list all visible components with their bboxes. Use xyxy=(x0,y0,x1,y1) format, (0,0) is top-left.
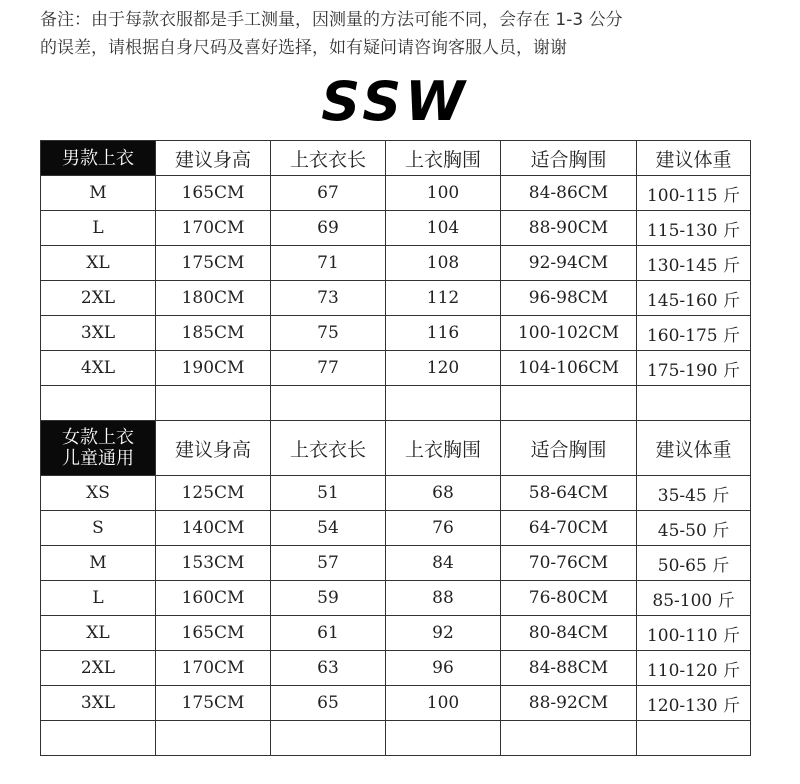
brand-logo: SSW xyxy=(321,70,469,133)
table-cell: 110-120 斤 xyxy=(637,651,751,686)
mens-section-label: 男款上衣 xyxy=(41,141,156,176)
womens-header-row xyxy=(41,421,751,476)
empty-cell xyxy=(386,721,501,756)
table-cell: 50-65 斤 xyxy=(637,546,751,581)
empty-cell xyxy=(41,386,156,421)
table-cell: 54 xyxy=(271,511,386,546)
table-cell: 88-90CM xyxy=(501,211,637,246)
size-label: 2XL xyxy=(41,281,156,316)
size-row xyxy=(41,281,751,316)
table-cell: 104-106CM xyxy=(501,351,637,386)
table-cell: 120-130 斤 xyxy=(637,686,751,721)
size-label: 3XL xyxy=(41,686,156,721)
column-header: 适合胸围 xyxy=(501,421,637,476)
size-row xyxy=(41,511,751,546)
table-cell: 85-100 斤 xyxy=(637,581,751,616)
column-header: 建议体重 xyxy=(637,421,751,476)
empty-cell xyxy=(41,721,156,756)
table-cell: 160CM xyxy=(156,581,271,616)
table-cell: 63 xyxy=(271,651,386,686)
table-cell: 67 xyxy=(271,176,386,211)
table-cell: 100-115 斤 xyxy=(637,176,751,211)
table-cell: 104 xyxy=(386,211,501,246)
table-cell: 69 xyxy=(271,211,386,246)
size-label: XL xyxy=(41,616,156,651)
size-label: M xyxy=(41,546,156,581)
table-cell: 175CM xyxy=(156,246,271,281)
table-cell: 100 xyxy=(386,176,501,211)
table-cell: 77 xyxy=(271,351,386,386)
table-cell: 130-145 斤 xyxy=(637,246,751,281)
column-header: 上衣衣长 xyxy=(271,421,386,476)
womens-section-label-line-2: 儿童通用 xyxy=(62,448,134,469)
table-cell: 58-64CM xyxy=(501,476,637,511)
mens-header-row xyxy=(41,141,751,176)
size-label: 2XL xyxy=(41,651,156,686)
table-cell: 76 xyxy=(386,511,501,546)
size-row xyxy=(41,686,751,721)
table-cell: 73 xyxy=(271,281,386,316)
table-cell: 145-160 斤 xyxy=(637,281,751,316)
empty-cell xyxy=(501,386,637,421)
table-cell: 125CM xyxy=(156,476,271,511)
empty-cell xyxy=(271,386,386,421)
table-cell: 92-94CM xyxy=(501,246,637,281)
womens-section-label-line-1: 女款上衣 xyxy=(62,427,134,448)
table-cell: 57 xyxy=(271,546,386,581)
size-label: M xyxy=(41,176,156,211)
column-header: 适合胸围 xyxy=(501,141,637,176)
table-cell: 175-190 斤 xyxy=(637,351,751,386)
table-cell: 170CM xyxy=(156,211,271,246)
size-row xyxy=(41,581,751,616)
empty-cell xyxy=(156,386,271,421)
table-cell: 190CM xyxy=(156,351,271,386)
size-row xyxy=(41,546,751,581)
size-label: L xyxy=(41,581,156,616)
table-cell: 45-50 斤 xyxy=(637,511,751,546)
table-cell: 68 xyxy=(386,476,501,511)
table-cell: 96-98CM xyxy=(501,281,637,316)
table-cell: 160-175 斤 xyxy=(637,316,751,351)
table-cell: 116 xyxy=(386,316,501,351)
size-note-line-2: 的误差，请根据自身尺码及喜好选择，如有疑问请咨询客服人员，谢谢 xyxy=(40,38,567,58)
table-cell: 61 xyxy=(271,616,386,651)
table-cell: 153CM xyxy=(156,546,271,581)
table-cell: 165CM xyxy=(156,176,271,211)
table-cell: 70-76CM xyxy=(501,546,637,581)
size-label: XL xyxy=(41,246,156,281)
size-row xyxy=(41,651,751,686)
table-cell: 88 xyxy=(386,581,501,616)
size-label: L xyxy=(41,211,156,246)
table-cell: 165CM xyxy=(156,616,271,651)
column-header: 建议身高 xyxy=(156,141,271,176)
table-cell: 112 xyxy=(386,281,501,316)
size-row xyxy=(41,616,751,651)
empty-cell xyxy=(637,386,751,421)
empty-cell xyxy=(271,721,386,756)
table-cell: 76-80CM xyxy=(501,581,637,616)
size-row xyxy=(41,176,751,211)
table-cell: 185CM xyxy=(156,316,271,351)
column-header: 上衣衣长 xyxy=(271,141,386,176)
table-cell: 175CM xyxy=(156,686,271,721)
table-cell: 100-110 斤 xyxy=(637,616,751,651)
size-row xyxy=(41,211,751,246)
size-row xyxy=(41,351,751,386)
womens-section-label xyxy=(41,421,156,476)
table-cell: 115-130 斤 xyxy=(637,211,751,246)
column-header: 建议身高 xyxy=(156,421,271,476)
table-cell: 35-45 斤 xyxy=(637,476,751,511)
table-cell: 59 xyxy=(271,581,386,616)
table-cell: 75 xyxy=(271,316,386,351)
table-cell: 108 xyxy=(386,246,501,281)
size-note xyxy=(40,6,780,62)
spacer-row xyxy=(41,386,751,421)
table-cell: 180CM xyxy=(156,281,271,316)
table-cell: 170CM xyxy=(156,651,271,686)
size-chart-table xyxy=(40,140,751,756)
size-label: 3XL xyxy=(41,316,156,351)
table-cell: 140CM xyxy=(156,511,271,546)
table-cell: 120 xyxy=(386,351,501,386)
table-cell: 84-86CM xyxy=(501,176,637,211)
empty-cell xyxy=(501,721,637,756)
table-cell: 96 xyxy=(386,651,501,686)
column-header: 上衣胸围 xyxy=(386,421,501,476)
empty-cell xyxy=(386,386,501,421)
empty-cell xyxy=(637,721,751,756)
table-cell: 88-92CM xyxy=(501,686,637,721)
table-cell: 64-70CM xyxy=(501,511,637,546)
column-header: 建议体重 xyxy=(637,141,751,176)
table-cell: 51 xyxy=(271,476,386,511)
table-cell: 100 xyxy=(386,686,501,721)
table-cell: 84-88CM xyxy=(501,651,637,686)
table-cell: 84 xyxy=(386,546,501,581)
size-row xyxy=(41,476,751,511)
table-cell: 100-102CM xyxy=(501,316,637,351)
table-cell: 92 xyxy=(386,616,501,651)
table-cell: 65 xyxy=(271,686,386,721)
size-label: S xyxy=(41,511,156,546)
spacer-row xyxy=(41,721,751,756)
table-cell: 80-84CM xyxy=(501,616,637,651)
column-header: 上衣胸围 xyxy=(386,141,501,176)
empty-cell xyxy=(156,721,271,756)
size-row xyxy=(41,246,751,281)
size-label: 4XL xyxy=(41,351,156,386)
table-cell: 71 xyxy=(271,246,386,281)
size-label: XS xyxy=(41,476,156,511)
size-note-line-1: 备注：由于每款衣服都是手工测量，因测量的方法可能不同，会存在 1-3 公分 xyxy=(40,10,623,30)
size-row xyxy=(41,316,751,351)
